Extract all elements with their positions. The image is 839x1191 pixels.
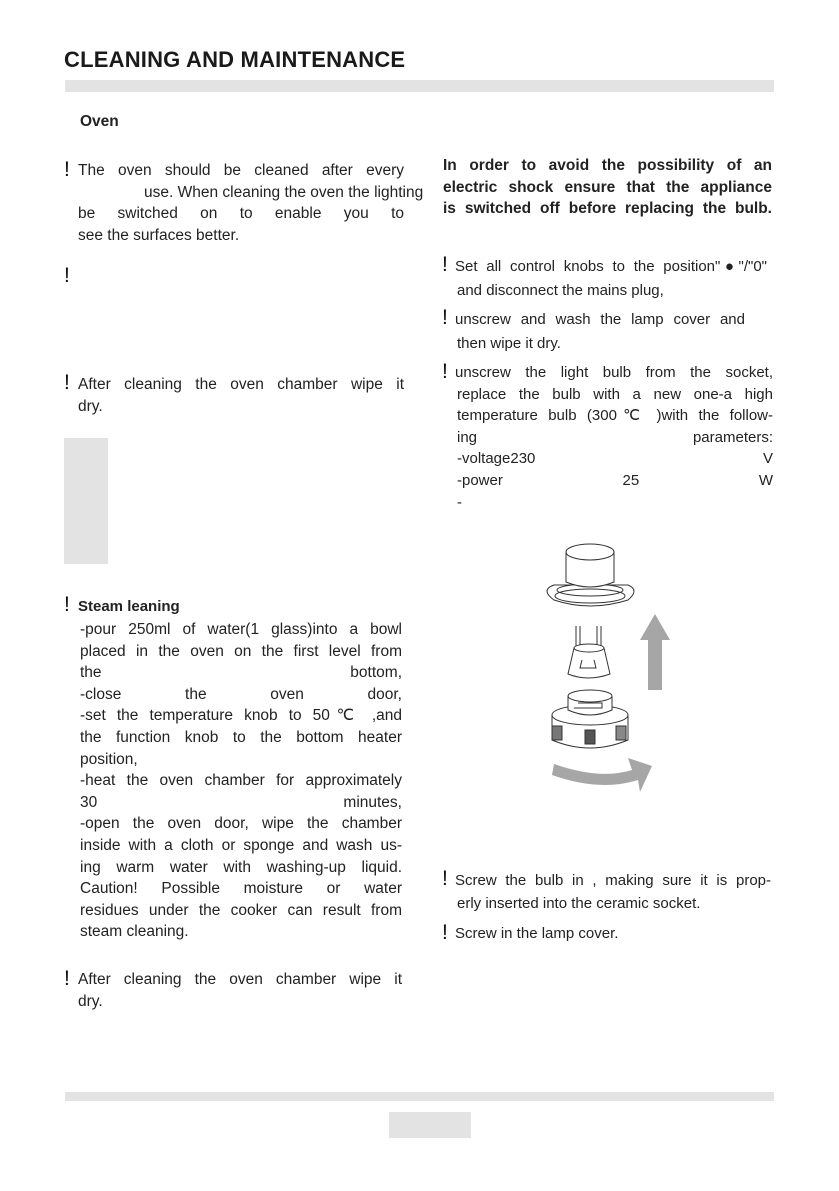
step-screw-cover [455,923,618,945]
header-bar [65,80,774,92]
text-line: then wipe it dry. [457,335,561,352]
text-line: erly inserted into the ceramic socket. [457,895,701,912]
exclamation-icon: ! [442,306,448,329]
text-line: -close the oven door, [80,685,402,703]
gray-box [64,438,108,564]
oven-heading: Oven [80,113,119,130]
oven-para-3 [78,969,402,1012]
text-line: is switched off before replacing the bulb. [443,200,772,218]
text-line: Screw the bulb in , making sure it is prop- [455,872,771,889]
exclamation-icon: ! [64,264,70,287]
exclamation-icon: ! [64,158,70,181]
exclamation-icon: ! [442,253,448,276]
footer-bar [65,1092,774,1101]
steam-cleaning-steps [80,619,402,943]
text-line: -set the temperature knob to 50℃ ,and [80,707,402,725]
text-line: be switched on to enable you to [78,205,404,223]
text-line: position, [80,750,138,768]
text-line: - [457,493,462,511]
up-arrow-icon [640,614,670,690]
rotate-arrow-icon [552,758,652,792]
text-line: After cleaning the oven chamber wipe it [78,971,402,988]
lamp-socket-icon [552,690,628,748]
text-line: 30 minutes, [80,793,402,811]
step-screw-bulb [455,869,771,915]
exclamation-icon: ! [442,921,448,944]
text-line: Screw in the lamp cover. [455,925,619,942]
lamp-cover-icon [547,544,634,606]
text-line: -pour 250ml of water(1 glass)into a bowl [80,621,402,638]
exclamation-icon: ! [442,360,448,383]
text-line: Set all control knobs to the position"●"/"0" [455,258,767,275]
text-line: unscrew and wash the lamp cover and [455,311,745,328]
text-line: -open the oven door, wipe the chamber [80,815,402,833]
exclamation-icon: ! [64,593,70,616]
text-line: the function knob to the bottom heater [80,728,402,746]
text-line: ing parameters: [457,428,773,446]
text-line: temperature bulb (300℃ )with the follow- [457,407,773,425]
text-line: After cleaning the oven chamber wipe it [78,376,404,393]
text-line: inside with a cloth or sponge and wash us- [80,836,402,854]
page-title: CLEANING AND MAINTENANCE [64,47,406,72]
lamp-replacement-diagram [530,530,670,800]
text-line: -voltage230 V [457,450,773,468]
text-line: In order to avoid the possibility of an [443,157,772,174]
step-set-knobs [455,255,767,303]
text-line: use. When cleaning the oven the lighting [144,183,424,201]
bulb-icon [568,626,610,678]
text-line: -power 25 W [457,471,773,489]
text-line: dry. [78,397,103,415]
step-wash-cover [455,308,745,356]
step-replace-bulb [455,362,773,513]
text-line: -heat the oven chamber for approximately [80,772,402,790]
steam-cleaning-heading: Steam leaning [78,598,180,615]
exclamation-icon: ! [64,967,70,990]
text-line: The oven should be cleaned after every [78,162,404,179]
text-line: Caution! Possible moisture or water [80,880,402,898]
text-line: replace the bulb with a new one-a high [457,385,773,403]
text-line: see the surfaces better. [78,226,240,244]
page-number-box [389,1112,471,1138]
text-line: and disconnect the mains plug, [457,282,664,299]
text-line: placed in the oven on the first level from [80,642,402,660]
text-line: steam cleaning. [80,923,189,941]
oven-para-1 [78,160,424,246]
text-line: residues under the cooker can result from [80,901,402,919]
text-line: dry. [78,992,103,1010]
oven-para-2 [78,374,404,417]
exclamation-icon: ! [442,867,448,890]
text-line: ing warm water with washing-up liquid. [80,858,402,876]
text-line: the bottom, [80,664,402,682]
shock-warning [443,155,772,220]
text-line: unscrew the light bulb from the socket, [455,364,773,381]
text-line: electric shock ensure that the appliance [443,178,772,196]
exclamation-icon: ! [64,371,70,394]
